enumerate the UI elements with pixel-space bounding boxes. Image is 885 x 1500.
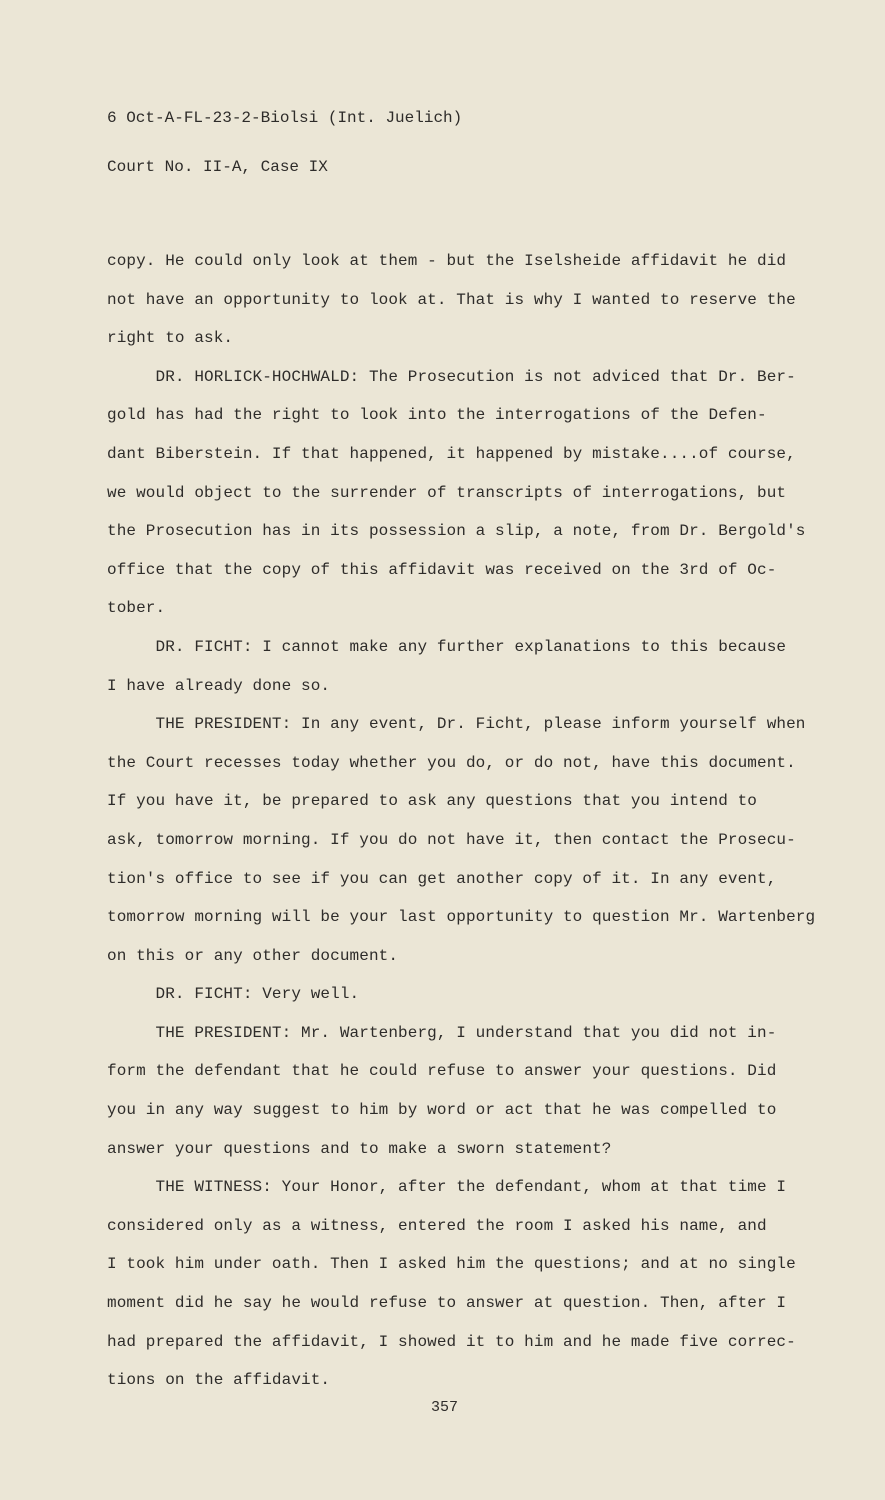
text-line: dant Biberstein. If that happened, it happened by mistake....of course, [107,444,796,463]
text-line: the Court recesses today whether you do, or do not, have this document. [107,753,796,772]
text-line: form the defendant that he could refuse to answer your questions. Did [107,1062,777,1081]
text-line: I have already done so. [107,676,331,695]
text-line: gold has had the right to look into the interrogations of the Defen- [107,406,767,425]
text-line: answer your questions and to make a sworn statement? [107,1139,612,1158]
text-line: tomorrow morning will be your last opportunity to question Mr. Wartenberg [107,908,816,927]
text-line: THE PRESIDENT: In any event, Dr. Ficht, please inform yourself when [107,715,806,734]
text-line: DR. FICHT: I cannot make any further explanations to this because [107,637,787,656]
text-line: moment did he say he would refuse to answer at question. Then, after I [107,1294,787,1313]
text-line: on this or any other document. [107,946,399,965]
text-line: copy. He could only look at them - but the Iselsheide affidavit he did [107,252,787,270]
text-line: THE PRESIDENT: Mr. Wartenberg, I understand that you did not in- [107,1023,777,1042]
text-line: the Prosecution has in its possession a slip, a note, from Dr. Bergold's [107,522,806,541]
transcript-body [107,242,817,1400]
text-line: not have an opportunity to look at. That is why I wanted to reserve the [107,290,796,309]
text-line: THE WITNESS: Your Honor, after the defendant, whom at that time I [107,1178,787,1197]
text-line: tion's office to see if you can get another copy of it. In any event, [107,869,777,888]
text-line: you in any way suggest to him by word or act that he was compelled to [107,1101,777,1120]
document-id: 6 Oct-A-FL-23-2-Biolsi (Int. Juelich) [107,109,463,127]
text-line: I took him under oath. Then I asked him the questions; and at no single [107,1255,796,1274]
text-line: tober. [107,599,166,618]
page-number: 357 [431,1399,459,1416]
text-line: right to ask. [107,329,234,348]
court-case: Court No. II-A, Case IX [107,158,328,176]
text-line: had prepared the affidavit, I showed it to him and he made five correc- [107,1332,796,1351]
document-header [107,108,462,177]
text-line: If you have it, be prepared to ask any questions that you intend to [107,792,758,811]
text-line: office that the copy of this affidavit was received on the 3rd of Oc- [107,560,777,579]
text-line: considered only as a witness, entered the room I asked his name, and [107,1216,767,1235]
text-line: ask, tomorrow morning. If you do not have it, then contact the Prosecu- [107,830,796,849]
text-line: we would object to the surrender of transcripts of interrogations, but [107,483,787,502]
text-line: DR. FICHT: Very well. [107,985,360,1004]
text-line: DR. HORLICK-HOCHWALD: The Prosecution is not adviced that Dr. Ber- [107,367,796,386]
text-line: tions on the affidavit. [107,1371,331,1390]
